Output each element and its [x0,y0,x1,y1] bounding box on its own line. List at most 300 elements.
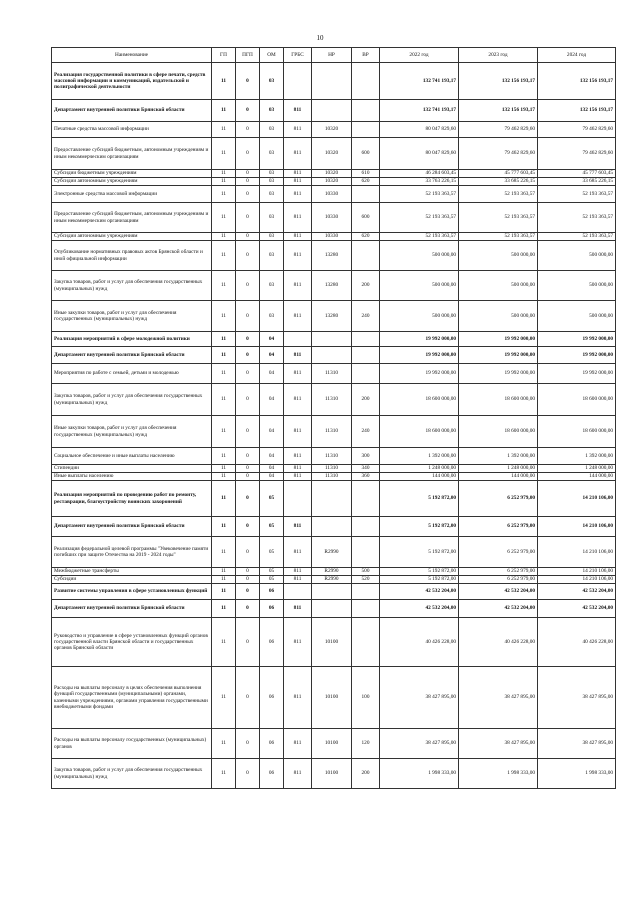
cell-vr: 200 [352,384,380,416]
cell-grbs [284,63,312,100]
cell-nr [312,347,352,364]
table-header-row [52,48,616,63]
page-number: 10 [316,34,324,42]
cell-2022: 500 000,00 [380,241,459,271]
cell-om: 05 [260,537,284,568]
cell-vr [352,122,380,138]
cell-pgp: 0 [236,63,260,100]
cell-name: Департамент внутренней политики Брянской области [52,517,212,537]
cell-2024: 79 462 829,60 [538,122,616,138]
cell-grbs: 811 [284,186,312,203]
cell-name: Иные выплаты населению [52,473,212,481]
table-row [52,537,616,568]
cell-2024: 14 210 106,00 [538,481,616,517]
cell-vr [352,364,380,384]
cell-nr: 13280 [312,271,352,301]
cell-om: 03 [260,233,284,241]
cell-grbs: 811 [284,301,312,332]
cell-grbs: 811 [284,170,312,178]
cell-om: 04 [260,364,284,384]
cell-gp: 11 [212,347,236,364]
cell-vr: 100 [352,667,380,729]
cell-vr: 600 [352,203,380,233]
table-row [52,584,616,600]
header-2024: 2024 год [538,48,616,63]
table-row [52,364,616,384]
table-row [52,100,616,122]
cell-2023: 18 600 000,00 [459,384,538,416]
table-row [52,241,616,271]
table-row [52,517,616,537]
cell-nr: 10330 [312,203,352,233]
cell-2022: 5 192 872,00 [380,568,459,576]
cell-2023: 38 427 895,00 [459,667,538,729]
cell-gp: 11 [212,568,236,576]
cell-nr: R2990 [312,568,352,576]
cell-name: Предоставление субсидий бюджетным, автономным учреждениям и иным некоммерческим организациям [52,138,212,170]
cell-2024: 38 427 895,00 [538,667,616,729]
table-row [52,178,616,186]
cell-vr: 200 [352,271,380,301]
cell-pgp: 0 [236,600,260,618]
cell-2024: 52 193 363,57 [538,203,616,233]
cell-gp: 11 [212,271,236,301]
table-row [52,332,616,347]
header-gp: ГП [212,48,236,63]
cell-gp: 11 [212,729,236,759]
cell-gp: 11 [212,138,236,170]
table-row [52,465,616,473]
cell-2023: 132 156 193,17 [459,63,538,100]
cell-om: 04 [260,332,284,347]
cell-nr: 10100 [312,759,352,789]
table-row [52,233,616,241]
cell-nr: 10320 [312,138,352,170]
header-name: Наименование [52,48,212,63]
cell-gp: 11 [212,517,236,537]
cell-2024: 14 210 106,00 [538,568,616,576]
cell-om: 05 [260,568,284,576]
cell-2022: 1 392 000,00 [380,448,459,465]
cell-gp: 11 [212,384,236,416]
cell-vr: 300 [352,448,380,465]
cell-2024: 14 210 106,00 [538,517,616,537]
cell-gp: 11 [212,481,236,517]
cell-2023: 6 252 979,00 [459,537,538,568]
cell-vr: 240 [352,301,380,332]
cell-gp: 11 [212,63,236,100]
cell-name: Закупка товаров, работ и услуг для обеспечения государственных (муниципальных) нужд [52,759,212,789]
cell-om: 04 [260,448,284,465]
cell-om: 04 [260,347,284,364]
cell-name: Предоставление субсидий бюджетным, автономным учреждениям и иным некоммерческим организациям [52,203,212,233]
cell-2022: 80 047 829,60 [380,138,459,170]
cell-2024: 18 600 000,00 [538,384,616,416]
cell-2023: 79 462 829,60 [459,138,538,170]
cell-nr: 10100 [312,667,352,729]
header-grbs: ГРБС [284,48,312,63]
cell-pgp: 0 [236,100,260,122]
cell-vr [352,241,380,271]
cell-2023: 6 252 979,00 [459,568,538,576]
cell-pgp: 0 [236,178,260,186]
table-row [52,568,616,576]
cell-pgp: 0 [236,517,260,537]
cell-grbs: 811 [284,122,312,138]
cell-vr: 620 [352,178,380,186]
cell-pgp: 0 [236,241,260,271]
table-row [52,416,616,448]
cell-grbs: 811 [284,347,312,364]
cell-pgp: 0 [236,576,260,584]
cell-2024: 79 462 829,60 [538,138,616,170]
cell-pgp: 0 [236,448,260,465]
cell-2024: 500 000,00 [538,301,616,332]
cell-2024: 19 992 000,00 [538,364,616,384]
cell-om: 03 [260,241,284,271]
cell-2022: 52 193 363,57 [380,203,459,233]
cell-pgp: 0 [236,186,260,203]
cell-name: Стипендии [52,465,212,473]
cell-gp: 11 [212,233,236,241]
cell-2024: 14 210 106,00 [538,576,616,584]
cell-gp: 11 [212,584,236,600]
table-row [52,347,616,364]
cell-om: 04 [260,384,284,416]
cell-om: 06 [260,759,284,789]
cell-nr: 13280 [312,301,352,332]
cell-om: 03 [260,63,284,100]
table-row [52,618,616,667]
table-row [52,203,616,233]
cell-2023: 500 000,00 [459,241,538,271]
cell-2022: 52 193 363,57 [380,186,459,203]
header-vr: ВР [352,48,380,63]
cell-name: Печатные средства массовой информации [52,122,212,138]
cell-pgp: 0 [236,233,260,241]
cell-vr [352,600,380,618]
table-row [52,384,616,416]
cell-vr [352,63,380,100]
cell-2024: 19 992 000,00 [538,332,616,347]
cell-grbs: 811 [284,759,312,789]
cell-nr: R2990 [312,576,352,584]
cell-vr: 600 [352,138,380,170]
cell-grbs: 811 [284,576,312,584]
cell-grbs [284,332,312,347]
cell-2022: 144 000,00 [380,473,459,481]
cell-2023: 52 193 363,57 [459,233,538,241]
cell-gp: 11 [212,416,236,448]
cell-om: 06 [260,600,284,618]
cell-gp: 11 [212,667,236,729]
cell-nr [312,517,352,537]
cell-grbs: 811 [284,271,312,301]
cell-name: Расходы на выплаты персоналу государственных (муниципальных) органов [52,729,212,759]
cell-vr: 200 [352,759,380,789]
cell-vr: 520 [352,576,380,584]
cell-name: Закупка товаров, работ и услуг для обеспечения государственных (муниципальных) нужд [52,271,212,301]
cell-2024: 1 392 000,00 [538,448,616,465]
cell-name: Департамент внутренней политики Брянской области [52,100,212,122]
cell-pgp: 0 [236,618,260,667]
cell-grbs: 811 [284,448,312,465]
cell-grbs: 811 [284,364,312,384]
cell-om: 06 [260,584,284,600]
cell-2022: 500 000,00 [380,301,459,332]
cell-name: Реализация федеральной целевой программы "Увековечение памяти погибших при защите Отечества на 2019 - 2024 годы" [52,537,212,568]
cell-name: Развитие системы управления в сфере установленных функций [52,584,212,600]
header-nr: НР [312,48,352,63]
cell-2023: 33 685 226,15 [459,178,538,186]
cell-nr [312,63,352,100]
cell-2023: 500 000,00 [459,301,538,332]
cell-grbs: 811 [284,233,312,241]
cell-name: Субсидии бюджетным учреждениям [52,170,212,178]
cell-2023: 1 248 000,00 [459,465,538,473]
cell-grbs: 811 [284,138,312,170]
cell-om: 03 [260,301,284,332]
cell-2022: 500 000,00 [380,271,459,301]
cell-vr [352,481,380,517]
cell-nr [312,100,352,122]
cell-gp: 11 [212,170,236,178]
cell-grbs: 811 [284,537,312,568]
cell-gp: 11 [212,100,236,122]
cell-gp: 11 [212,122,236,138]
cell-grbs: 811 [284,241,312,271]
cell-2022: 38 427 895,00 [380,667,459,729]
cell-nr: 10100 [312,729,352,759]
cell-2022: 1 248 000,00 [380,465,459,473]
table-row [52,729,616,759]
cell-name: Департамент внутренней политики Брянской области [52,347,212,364]
cell-pgp: 0 [236,170,260,178]
cell-gp: 11 [212,759,236,789]
cell-gp: 11 [212,332,236,347]
cell-pgp: 0 [236,384,260,416]
cell-2022: 46 284 603,45 [380,170,459,178]
cell-name: Руководство и управление в сфере установленных функций органов государственной власти Брянской области и государственных органов Брянской области [52,618,212,667]
cell-2023: 38 427 895,00 [459,729,538,759]
cell-grbs: 811 [284,416,312,448]
header-2023: 2023 год [459,48,538,63]
cell-om: 06 [260,618,284,667]
table-row [52,448,616,465]
cell-vr [352,186,380,203]
cell-2022: 1 998 333,00 [380,759,459,789]
cell-2023: 19 992 000,00 [459,347,538,364]
cell-name: Электронные средства массовой информации [52,186,212,203]
cell-om: 03 [260,271,284,301]
table-row [52,481,616,517]
cell-2023: 19 992 000,00 [459,364,538,384]
cell-2022: 42 532 204,00 [380,600,459,618]
cell-2024: 1 998 333,00 [538,759,616,789]
cell-2023: 18 600 000,00 [459,416,538,448]
cell-grbs [284,584,312,600]
cell-2022: 80 047 829,60 [380,122,459,138]
cell-pgp: 0 [236,537,260,568]
cell-nr [312,332,352,347]
cell-gp: 11 [212,203,236,233]
cell-2022: 18 600 000,00 [380,384,459,416]
cell-grbs: 811 [284,618,312,667]
cell-2023: 1 998 333,00 [459,759,538,789]
cell-om: 05 [260,517,284,537]
cell-2022: 5 192 872,00 [380,481,459,517]
cell-vr [352,347,380,364]
cell-nr: 10320 [312,178,352,186]
cell-name: Иные закупки товаров, работ и услуг для обеспечения государственных (муниципальных) нужд [52,416,212,448]
cell-name: Закупка товаров, работ и услуг для обеспечения государственных (муниципальных) нужд [52,384,212,416]
cell-pgp: 0 [236,568,260,576]
cell-grbs: 811 [284,473,312,481]
cell-nr: 13280 [312,241,352,271]
cell-2024: 52 193 363,57 [538,186,616,203]
cell-2024: 42 532 204,00 [538,584,616,600]
cell-2024: 45 777 603,45 [538,170,616,178]
cell-gp: 11 [212,186,236,203]
table-row [52,170,616,178]
cell-nr [312,584,352,600]
cell-2023: 79 462 829,60 [459,122,538,138]
cell-2022: 18 600 000,00 [380,416,459,448]
cell-pgp: 0 [236,203,260,233]
cell-vr: 120 [352,729,380,759]
cell-2023: 6 252 979,00 [459,517,538,537]
cell-name: Субсидии автономным учреждениям [52,178,212,186]
cell-2024: 500 000,00 [538,241,616,271]
cell-name: Субсидии [52,576,212,584]
cell-2022: 132 741 193,17 [380,63,459,100]
cell-2024: 19 992 000,00 [538,347,616,364]
cell-om: 05 [260,481,284,517]
cell-grbs [284,481,312,517]
cell-2023: 132 156 193,17 [459,100,538,122]
cell-om: 03 [260,138,284,170]
cell-vr [352,584,380,600]
cell-2024: 40 426 228,00 [538,618,616,667]
cell-om: 03 [260,170,284,178]
cell-gp: 11 [212,537,236,568]
cell-2022: 42 532 204,00 [380,584,459,600]
cell-pgp: 0 [236,481,260,517]
cell-gp: 11 [212,600,236,618]
cell-grbs: 811 [284,203,312,233]
cell-grbs: 811 [284,178,312,186]
cell-vr: 500 [352,568,380,576]
cell-pgp: 0 [236,473,260,481]
cell-nr: 11310 [312,364,352,384]
cell-2024: 38 427 895,00 [538,729,616,759]
cell-nr: 11310 [312,448,352,465]
cell-pgp: 0 [236,729,260,759]
cell-om: 03 [260,100,284,122]
cell-nr: 10330 [312,186,352,203]
cell-pgp: 0 [236,271,260,301]
cell-2024: 42 532 204,00 [538,600,616,618]
cell-name: Иные закупки товаров, работ и услуг для обеспечения государственных (муниципальных) нужд [52,301,212,332]
cell-2022: 40 426 228,00 [380,618,459,667]
cell-name: Реализация мероприятий в сфере молодежной политики [52,332,212,347]
cell-pgp: 0 [236,667,260,729]
cell-2023: 1 392 000,00 [459,448,538,465]
cell-vr [352,100,380,122]
cell-2023: 52 193 363,57 [459,186,538,203]
cell-2023: 42 532 204,00 [459,600,538,618]
cell-2023: 45 777 603,45 [459,170,538,178]
cell-2024: 33 685 226,15 [538,178,616,186]
header-om: ОМ [260,48,284,63]
cell-pgp: 0 [236,364,260,384]
cell-grbs: 811 [284,384,312,416]
table-row [52,63,616,100]
cell-2022: 38 427 895,00 [380,729,459,759]
cell-2022: 19 992 000,00 [380,332,459,347]
table-row [52,301,616,332]
cell-vr [352,332,380,347]
cell-pgp: 0 [236,332,260,347]
cell-name: Реализация мероприятий по проведению работ по ремонту, реставрации, благоустройству воинских захоронений [52,481,212,517]
cell-name: Опубликование нормативных правовых актов Брянской области и иной официальной информации [52,241,212,271]
cell-nr: 11310 [312,465,352,473]
cell-pgp: 0 [236,416,260,448]
cell-pgp: 0 [236,347,260,364]
table-row [52,667,616,729]
cell-om: 04 [260,473,284,481]
cell-vr: 360 [352,473,380,481]
table-row [52,600,616,618]
cell-grbs: 811 [284,465,312,473]
cell-2024: 500 000,00 [538,271,616,301]
cell-nr [312,481,352,517]
cell-vr: 620 [352,233,380,241]
cell-vr: 240 [352,416,380,448]
cell-vr [352,618,380,667]
cell-name: Департамент внутренней политики Брянской области [52,600,212,618]
cell-nr: 10320 [312,170,352,178]
cell-gp: 11 [212,576,236,584]
cell-name: Субсидии автономным учреждениям [52,233,212,241]
cell-gp: 11 [212,448,236,465]
table-body [52,63,616,789]
cell-2023: 144 000,00 [459,473,538,481]
cell-om: 06 [260,729,284,759]
cell-2024: 14 210 106,00 [538,537,616,568]
cell-pgp: 0 [236,584,260,600]
cell-2023: 42 532 204,00 [459,584,538,600]
cell-om: 03 [260,186,284,203]
cell-pgp: 0 [236,301,260,332]
cell-nr: 10330 [312,233,352,241]
cell-pgp: 0 [236,138,260,170]
cell-gp: 11 [212,465,236,473]
table-row [52,122,616,138]
cell-om: 04 [260,416,284,448]
cell-grbs: 811 [284,600,312,618]
cell-pgp: 0 [236,122,260,138]
cell-grbs: 811 [284,568,312,576]
cell-2023: 40 426 228,00 [459,618,538,667]
table-row [52,186,616,203]
cell-2022: 132 741 193,17 [380,100,459,122]
cell-gp: 11 [212,364,236,384]
cell-nr: 10100 [312,618,352,667]
cell-gp: 11 [212,178,236,186]
table-row [52,576,616,584]
cell-pgp: 0 [236,465,260,473]
